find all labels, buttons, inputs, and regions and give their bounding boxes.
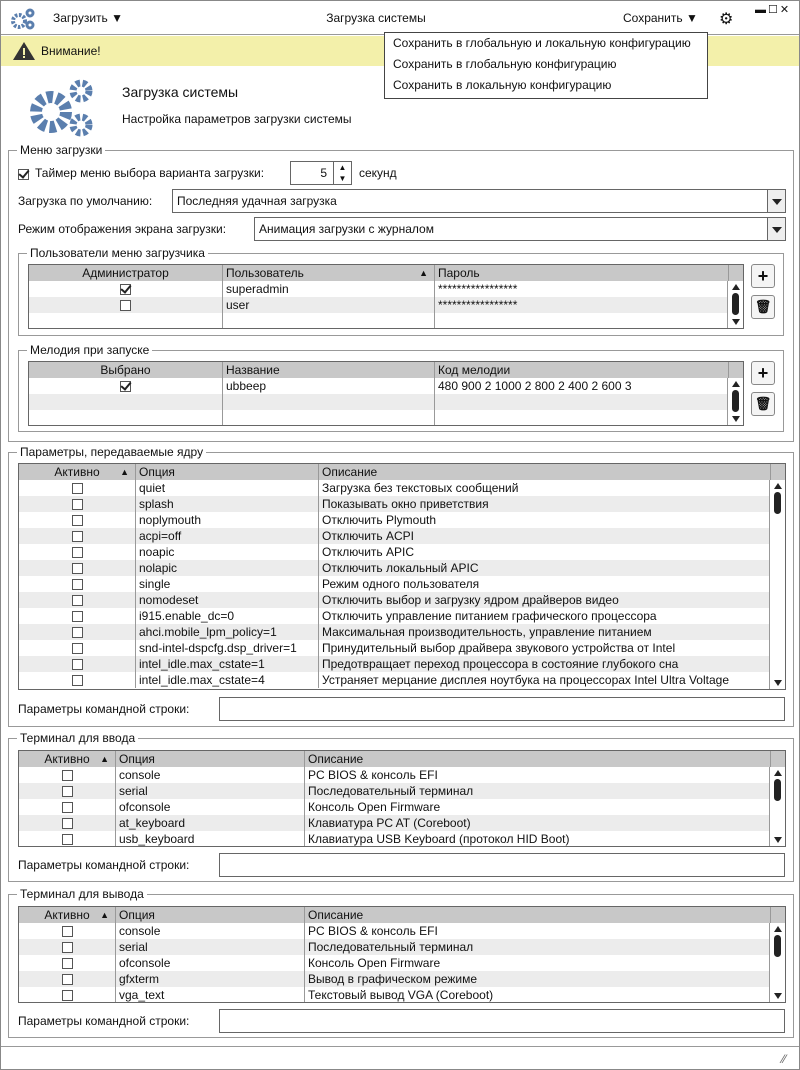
row-checkbox[interactable]	[62, 990, 73, 1001]
scroll-up-icon[interactable]	[732, 381, 740, 387]
scroll-down-icon[interactable]	[774, 680, 782, 686]
default-boot-label: Загрузка по умолчанию:	[18, 194, 153, 208]
table-cell: single	[136, 576, 319, 592]
column-header[interactable]	[116, 751, 305, 767]
scrollbar-thumb[interactable]	[732, 293, 739, 315]
table-cell	[19, 939, 116, 955]
table-row[interactable]	[19, 955, 769, 971]
table-header	[19, 464, 785, 480]
column-header[interactable]	[435, 265, 729, 281]
row-checkbox[interactable]	[72, 611, 83, 622]
table-cell	[19, 624, 136, 640]
column-header-label: Активно	[44, 908, 90, 922]
column-header[interactable]	[435, 362, 729, 378]
table-cell: console	[116, 767, 305, 783]
row-checkbox[interactable]	[62, 818, 73, 829]
column-header-label: Активно	[54, 465, 100, 479]
table-cell: intel_idle.max_cstate=4	[136, 672, 319, 688]
minimize-icon[interactable]: ▬	[755, 4, 768, 16]
kernel-cmdline-input[interactable]	[219, 697, 785, 721]
spin-arrows-icon[interactable]: ▲ ▼	[333, 162, 351, 184]
table-cell: PC BIOS & консоль EFI	[305, 767, 771, 783]
table-cell	[223, 313, 435, 329]
table-row[interactable]	[19, 799, 769, 815]
save-label: Сохранить	[623, 11, 683, 25]
table-cell: Отключить ACPI	[319, 528, 771, 544]
table-cell: snd-intel-dspcfg.dsp_driver=1	[136, 640, 319, 656]
row-checkbox[interactable]	[120, 381, 131, 392]
table-cell	[29, 297, 223, 313]
table-cell: at_keyboard	[116, 815, 305, 831]
table-cell	[19, 480, 136, 496]
sort-ascending-icon: ▲	[100, 754, 109, 764]
table-cell: Максимальная производительность, управление питанием	[319, 624, 771, 640]
column-header-label: Опция	[119, 752, 155, 766]
table-cell	[19, 831, 116, 847]
scroll-down-icon[interactable]	[732, 416, 740, 422]
table-cell: nomodeset	[136, 592, 319, 608]
table-cell: Последовательный терминал	[305, 783, 771, 799]
table-row[interactable]	[19, 480, 769, 496]
table-cell	[435, 394, 729, 410]
row-checkbox[interactable]	[62, 926, 73, 937]
vertical-scrollbar[interactable]	[727, 281, 743, 328]
group-legend: Мелодия при запуске	[30, 343, 150, 357]
row-checkbox[interactable]	[72, 659, 83, 670]
table-cell	[223, 410, 435, 426]
table-cell	[19, 544, 136, 560]
gear-icon[interactable]: ⚙	[719, 11, 734, 28]
menu-item-save-global[interactable]: Сохранить в глобальную конфигурацию	[393, 57, 617, 71]
table-cell: intel_idle.max_cstate=1	[136, 656, 319, 672]
table-cell	[19, 560, 136, 576]
table-cell	[19, 799, 116, 815]
scrollbar-thumb[interactable]	[732, 390, 739, 412]
vertical-scrollbar[interactable]	[769, 480, 785, 689]
table-cell: vga_text	[116, 987, 305, 1003]
default-boot-value: Последняя удачная загрузка	[177, 194, 337, 208]
row-checkbox[interactable]	[72, 499, 83, 510]
save-menu-button[interactable]	[623, 11, 698, 25]
column-header[interactable]	[19, 464, 136, 480]
table-cell: nolapic	[136, 560, 319, 576]
table-cell	[19, 923, 116, 939]
status-divider	[1, 1046, 799, 1047]
table-row[interactable]	[19, 815, 769, 831]
row-checkbox[interactable]	[72, 483, 83, 494]
row-checkbox[interactable]	[72, 531, 83, 542]
cmdline-label: Параметры командной строки:	[18, 1014, 190, 1028]
timer-label: Таймер меню выбора варианта загрузки:	[35, 166, 265, 180]
table-cell: splash	[136, 496, 319, 512]
table-row[interactable]	[29, 297, 727, 313]
table-cell: *****************	[435, 281, 729, 297]
table-cell: i915.enable_dc=0	[136, 608, 319, 624]
table-row[interactable]	[19, 640, 769, 656]
table-cell	[19, 608, 136, 624]
table-cell: gfxterm	[116, 971, 305, 987]
table-row[interactable]	[19, 544, 769, 560]
vertical-scrollbar[interactable]	[769, 923, 785, 1002]
caret-down-icon: ▼	[685, 11, 698, 25]
table-cell	[19, 955, 116, 971]
column-header[interactable]	[305, 907, 771, 923]
table-row[interactable]	[19, 608, 769, 624]
row-checkbox[interactable]	[72, 547, 83, 558]
table-cell	[29, 281, 223, 297]
scrollbar-thumb[interactable]	[774, 492, 781, 514]
sort-ascending-icon: ▲	[120, 467, 129, 477]
table-cell: Вывод в графическом режиме	[305, 971, 771, 987]
table-cell: 480 900 2 1000 2 800 2 400 2 600 3	[435, 378, 729, 394]
chevron-down-icon[interactable]	[767, 190, 785, 212]
table-cell	[19, 672, 136, 688]
timer-unit: секунд	[359, 166, 397, 180]
table-cell: ofconsole	[116, 799, 305, 815]
column-header-label: Описание	[308, 752, 364, 766]
scroll-down-icon[interactable]	[774, 993, 782, 999]
table-cell: ahci.mobile_lpm_policy=1	[136, 624, 319, 640]
group-legend: Пользователи меню загрузчика	[30, 246, 205, 260]
column-header[interactable]	[223, 265, 435, 281]
column-header-label: Администратор	[82, 266, 169, 280]
table-cell: quiet	[136, 480, 319, 496]
row-checkbox[interactable]	[72, 579, 83, 590]
column-header-label: Опция	[119, 908, 155, 922]
caret-down-icon: ▼	[111, 11, 124, 25]
table-row[interactable]	[19, 656, 769, 672]
display-mode-select[interactable]	[254, 217, 786, 241]
table-row[interactable]	[29, 410, 727, 426]
table-cell: Режим одного пользователя	[319, 576, 771, 592]
display-mode-value: Анимация загрузки с журналом	[259, 222, 434, 236]
table-row[interactable]	[19, 496, 769, 512]
table-cell	[19, 576, 136, 592]
row-checkbox[interactable]	[120, 300, 131, 311]
table-cell: Консоль Open Firmware	[305, 955, 771, 971]
table-cell: ofconsole	[116, 955, 305, 971]
table-cell: Отключить локальный APIC	[319, 560, 771, 576]
table-cell: Отключить управление питанием графического процессора	[319, 608, 771, 624]
column-header-label: Описание	[308, 908, 364, 922]
column-header-label: Активно	[44, 752, 90, 766]
table-cell: acpi=off	[136, 528, 319, 544]
table-row[interactable]	[19, 560, 769, 576]
row-checkbox[interactable]	[62, 958, 73, 969]
table-cell	[19, 528, 136, 544]
table-row[interactable]	[19, 767, 769, 783]
table-cell: noapic	[136, 544, 319, 560]
row-checkbox[interactable]	[62, 786, 73, 797]
window-controls	[755, 3, 791, 16]
add-melody-button[interactable]: +	[751, 361, 775, 385]
add-user-button[interactable]: +	[751, 264, 775, 288]
column-header[interactable]	[319, 464, 771, 480]
timer-spinbox[interactable]	[290, 161, 352, 185]
scroll-down-icon[interactable]	[774, 837, 782, 843]
table-cell: ubbeep	[223, 378, 435, 394]
table-row[interactable]	[19, 528, 769, 544]
save-dropdown-menu	[384, 32, 708, 99]
table-row[interactable]	[29, 378, 727, 394]
scroll-up-icon[interactable]	[774, 483, 782, 489]
maximize-icon[interactable]: ☐	[768, 4, 780, 16]
display-mode-label: Режим отображения экрана загрузки:	[18, 222, 227, 236]
window-title: Загрузка системы	[326, 11, 426, 25]
table-cell: noplymouth	[136, 512, 319, 528]
table-header	[29, 265, 743, 281]
sort-ascending-icon: ▲	[419, 268, 428, 278]
scroll-up-icon[interactable]	[732, 284, 740, 290]
column-header[interactable]	[305, 751, 771, 767]
table-cell: Последовательный терминал	[305, 939, 771, 955]
input-terminal-cmdline-input[interactable]	[219, 853, 785, 877]
table-cell: Показывать окно приветствия	[319, 496, 771, 512]
page-subtitle: Настройка параметров загрузки системы	[122, 112, 352, 126]
table-cell	[29, 378, 223, 394]
melody-table	[28, 361, 744, 426]
table-header	[19, 907, 785, 923]
scroll-down-icon[interactable]	[732, 319, 740, 325]
table-cell: Отключить Plymouth	[319, 512, 771, 528]
gears-icon	[27, 74, 95, 140]
row-checkbox[interactable]	[72, 563, 83, 574]
table-cell: Принудительный выбор драйвера звукового устройства от Intel	[319, 640, 771, 656]
table-cell	[435, 313, 729, 329]
table-row[interactable]	[19, 831, 769, 847]
column-header[interactable]	[19, 751, 116, 767]
load-menu-label: Загрузить	[53, 11, 108, 25]
timer-value: 5	[320, 166, 327, 180]
vertical-scrollbar[interactable]	[769, 767, 785, 846]
table-cell: Текстовый вывод VGA (Coreboot)	[305, 987, 771, 1003]
page-title: Загрузка системы	[122, 84, 239, 100]
table-cell: Загрузка без текстовых сообщений	[319, 480, 771, 496]
load-menu-button[interactable]	[53, 11, 123, 25]
warning-text: Внимание!	[41, 44, 101, 58]
table-cell	[19, 640, 136, 656]
delete-user-button[interactable]: 🗑	[751, 295, 775, 319]
row-checkbox[interactable]	[72, 675, 83, 686]
row-checkbox[interactable]	[72, 643, 83, 654]
group-legend: Параметры, передаваемые ядру	[20, 445, 204, 459]
table-cell: console	[116, 923, 305, 939]
scrollbar-thumb[interactable]	[774, 779, 781, 801]
row-checkbox[interactable]	[72, 627, 83, 638]
default-boot-select[interactable]	[172, 189, 786, 213]
table-row[interactable]	[19, 592, 769, 608]
table-cell	[29, 410, 223, 426]
table-header	[29, 362, 743, 378]
table-row[interactable]	[19, 624, 769, 640]
vertical-scrollbar[interactable]	[727, 378, 743, 425]
menu-item-save-local[interactable]: Сохранить в локальную конфигурацию	[393, 78, 612, 92]
row-checkbox[interactable]	[120, 284, 131, 295]
gears-icon	[10, 8, 36, 30]
table-cell: Клавиатура PC AT (Coreboot)	[305, 815, 771, 831]
table-cell: Отключить выбор и загрузку ядром драйверов видео	[319, 592, 771, 608]
table-row[interactable]	[19, 576, 769, 592]
table-cell: Отключить APIC	[319, 544, 771, 560]
group-legend: Терминал для ввода	[20, 731, 136, 745]
table-cell: usb_keyboard	[116, 831, 305, 847]
table-cell: serial	[116, 939, 305, 955]
table-cell	[19, 987, 116, 1003]
column-header[interactable]	[19, 907, 116, 923]
table-cell: user	[223, 297, 435, 313]
table-row[interactable]	[19, 672, 769, 688]
column-header[interactable]	[116, 907, 305, 923]
timer-checkbox[interactable]	[18, 169, 29, 180]
row-checkbox[interactable]	[62, 802, 73, 813]
column-header-label: Пользователь	[226, 266, 304, 280]
warning-icon	[12, 41, 36, 61]
table-row[interactable]	[19, 987, 769, 1003]
column-header[interactable]	[29, 265, 223, 281]
table-row[interactable]	[19, 939, 769, 955]
table-header	[19, 751, 785, 767]
row-checkbox[interactable]	[62, 834, 73, 845]
table-cell: Устраняет мерцание дисплея ноутбука на процессорах Intel Ultra Voltage	[319, 672, 771, 688]
table-row[interactable]	[29, 313, 727, 329]
users-table	[28, 264, 744, 329]
table-row[interactable]	[19, 512, 769, 528]
table-cell: PC BIOS & консоль EFI	[305, 923, 771, 939]
table-cell: Консоль Open Firmware	[305, 799, 771, 815]
table-cell	[19, 592, 136, 608]
sort-ascending-icon: ▲	[100, 910, 109, 920]
table-row[interactable]	[29, 394, 727, 410]
table-row[interactable]	[19, 971, 769, 987]
close-icon[interactable]: ✕	[779, 4, 792, 16]
output-terminal-table	[18, 906, 786, 1003]
table-cell	[223, 394, 435, 410]
input-terminal-table	[18, 750, 786, 847]
table-cell	[19, 656, 136, 672]
table-row[interactable]	[29, 281, 727, 297]
cmdline-label: Параметры командной строки:	[18, 858, 190, 872]
table-cell: serial	[116, 783, 305, 799]
table-cell	[29, 394, 223, 410]
resize-grip-icon[interactable]: ⁄⁄	[782, 1052, 787, 1066]
chevron-down-icon[interactable]	[767, 218, 785, 240]
table-cell	[19, 783, 116, 799]
table-row[interactable]	[19, 923, 769, 939]
column-header[interactable]	[136, 464, 319, 480]
table-cell	[29, 313, 223, 329]
table-cell: *****************	[435, 297, 729, 313]
column-header-label: Название	[226, 363, 280, 377]
table-cell: Клавиатура USB Keyboard (протокол HID Boot)	[305, 831, 771, 847]
group-legend: Меню загрузки	[20, 143, 103, 157]
title-bar	[1, 1, 799, 35]
column-header[interactable]	[223, 362, 435, 378]
column-header-label: Выбрано	[100, 363, 151, 377]
delete-melody-button[interactable]: 🗑	[751, 392, 775, 416]
table-cell	[19, 815, 116, 831]
cmdline-label: Параметры командной строки:	[18, 702, 190, 716]
group-legend: Терминал для вывода	[20, 887, 144, 901]
table-cell	[19, 971, 116, 987]
column-header-label: Пароль	[438, 266, 480, 280]
column-header-label: Код мелодии	[438, 363, 511, 377]
output-terminal-cmdline-input[interactable]	[219, 1009, 785, 1033]
column-header-label: Описание	[322, 465, 378, 479]
column-header[interactable]	[29, 362, 223, 378]
table-row[interactable]	[19, 783, 769, 799]
table-cell	[19, 767, 116, 783]
row-checkbox[interactable]	[62, 974, 73, 985]
table-cell	[435, 410, 729, 426]
table-cell	[19, 512, 136, 528]
menu-item-save-both[interactable]: Сохранить в глобальную и локальную конфигурацию	[393, 36, 691, 50]
row-checkbox[interactable]	[62, 942, 73, 953]
row-checkbox[interactable]	[62, 770, 73, 781]
column-header-label: Опция	[139, 465, 175, 479]
scroll-up-icon[interactable]	[774, 770, 782, 776]
row-checkbox[interactable]	[72, 515, 83, 526]
row-checkbox[interactable]	[72, 595, 83, 606]
scrollbar-thumb[interactable]	[774, 935, 781, 957]
kernel-params-table	[18, 463, 786, 690]
table-cell: superadmin	[223, 281, 435, 297]
scroll-up-icon[interactable]	[774, 926, 782, 932]
table-cell: Предотвращает переход процессора в состояние глубокого сна	[319, 656, 771, 672]
table-cell	[19, 496, 136, 512]
